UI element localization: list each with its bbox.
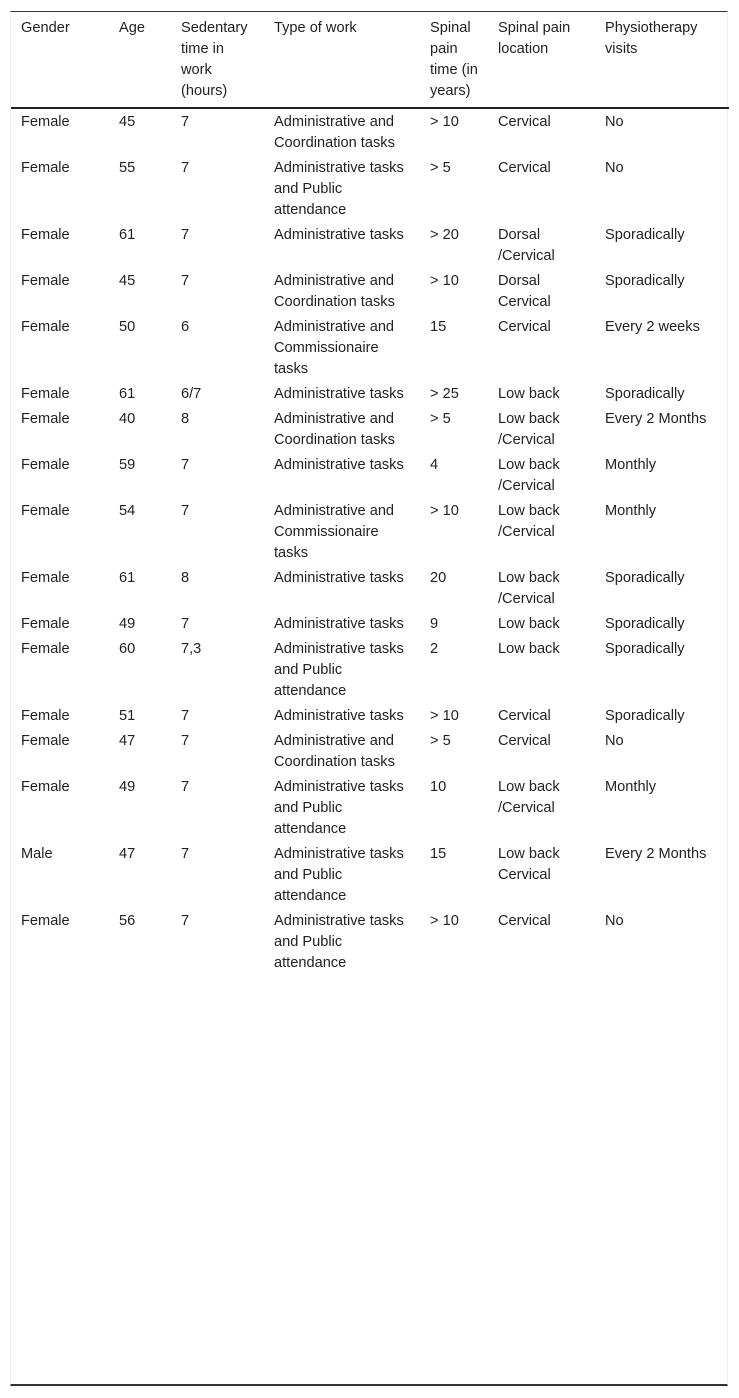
- sedentary-time-cell: 7: [181, 913, 190, 929]
- column-header: Type of work: [274, 20, 357, 36]
- table-row: [11, 223, 729, 269]
- pain-time-cell: > 5: [430, 733, 451, 749]
- type-of-work-cell: Administrative tasks and Public attendance: [274, 779, 404, 837]
- type-of-work-cell: Administrative tasks: [274, 227, 404, 243]
- pain-location-cell: Cervical: [498, 708, 551, 724]
- sedentary-time-cell: 7: [181, 160, 190, 176]
- age-cell: 54: [119, 503, 136, 519]
- pain-time-cell: 4: [430, 457, 439, 473]
- sedentary-time-cell: 6: [181, 319, 190, 335]
- sedentary-time-cell: 6/7: [181, 386, 202, 402]
- type-of-work-cell: Administrative tasks: [274, 570, 404, 586]
- pain-location-cell: Low back /Cervical: [498, 503, 560, 540]
- gender-cell: Female: [21, 319, 70, 335]
- table-row: [11, 315, 729, 382]
- type-of-work-cell: Administrative tasks and Public attendance: [274, 846, 404, 904]
- age-cell: 55: [119, 160, 136, 176]
- pain-location-cell: Dorsal Cervical: [498, 273, 551, 310]
- sedentary-time-cell: 7: [181, 846, 190, 862]
- physio-visits-cell: Every 2 Months: [605, 411, 707, 427]
- age-cell: 50: [119, 319, 136, 335]
- type-of-work-cell: Administrative and Coordination tasks: [274, 273, 395, 310]
- age-cell: 61: [119, 227, 136, 243]
- type-of-work-cell: Administrative tasks: [274, 616, 404, 632]
- pain-location-cell: Cervical: [498, 160, 551, 176]
- type-of-work-cell: Administrative tasks and Public attendance: [274, 641, 404, 699]
- age-cell: 49: [119, 616, 136, 632]
- column-header: Spinal pain location: [498, 20, 571, 57]
- physio-visits-cell: No: [605, 114, 624, 130]
- sedentary-time-cell: 7: [181, 227, 190, 243]
- pain-time-cell: > 5: [430, 160, 451, 176]
- gender-cell: Female: [21, 733, 70, 749]
- pain-time-cell: > 10: [430, 503, 459, 519]
- type-of-work-cell: Administrative and Commissionaire tasks: [274, 319, 395, 377]
- gender-cell: Female: [21, 503, 70, 519]
- physio-visits-cell: Sporadically: [605, 227, 685, 243]
- gender-cell: Female: [21, 227, 70, 243]
- type-of-work-cell: Administrative and Coordination tasks: [274, 411, 395, 448]
- pain-time-cell: > 10: [430, 913, 459, 929]
- gender-cell: Female: [21, 457, 70, 473]
- age-cell: 45: [119, 273, 136, 289]
- age-cell: 49: [119, 779, 136, 795]
- gender-cell: Female: [21, 570, 70, 586]
- sedentary-time-cell: 7,3: [181, 641, 202, 657]
- pain-location-cell: Low back: [498, 641, 560, 657]
- table-row: [11, 775, 729, 842]
- pain-time-cell: 20: [430, 570, 447, 586]
- sedentary-time-cell: 7: [181, 616, 190, 632]
- physio-visits-cell: No: [605, 160, 624, 176]
- pain-time-cell: > 5: [430, 411, 451, 427]
- column-header: Age: [119, 20, 145, 36]
- table-row: [11, 407, 729, 453]
- pain-location-cell: Low back /Cervical: [498, 457, 560, 494]
- pain-location-cell: Cervical: [498, 319, 551, 335]
- pain-time-cell: 10: [430, 779, 447, 795]
- table-row: [11, 108, 729, 156]
- pain-location-cell: Low back /Cervical: [498, 411, 560, 448]
- pain-location-cell: Cervical: [498, 114, 551, 130]
- pain-location-cell: Dorsal /Cervical: [498, 227, 555, 264]
- pain-location-cell: Low back /Cervical: [498, 779, 560, 816]
- physio-visits-cell: Sporadically: [605, 616, 685, 632]
- pain-location-cell: Low back: [498, 386, 560, 402]
- physio-visits-cell: Sporadically: [605, 641, 685, 657]
- type-of-work-cell: Administrative and Coordination tasks: [274, 114, 395, 151]
- pain-time-cell: > 20: [430, 227, 459, 243]
- age-cell: 40: [119, 411, 136, 427]
- table-row: [11, 499, 729, 566]
- pain-time-cell: 2: [430, 641, 439, 657]
- table-row: [11, 612, 729, 637]
- age-cell: 47: [119, 733, 136, 749]
- data-table-container: [10, 11, 728, 1386]
- physio-visits-cell: No: [605, 913, 624, 929]
- physio-visits-cell: Monthly: [605, 457, 657, 473]
- pain-location-cell: Cervical: [498, 913, 551, 929]
- sedentary-time-cell: 7: [181, 457, 190, 473]
- type-of-work-cell: Administrative tasks and Public attendance: [274, 913, 404, 971]
- table-row: [11, 566, 729, 612]
- sedentary-time-cell: 7: [181, 503, 190, 519]
- gender-cell: Female: [21, 641, 70, 657]
- physio-visits-cell: Sporadically: [605, 273, 685, 289]
- sedentary-time-cell: 8: [181, 570, 190, 586]
- physio-visits-cell: No: [605, 733, 624, 749]
- pain-time-cell: 15: [430, 319, 447, 335]
- gender-cell: Female: [21, 616, 70, 632]
- pain-time-cell: 15: [430, 846, 447, 862]
- age-cell: 56: [119, 913, 136, 929]
- data-table: [11, 12, 729, 976]
- table-row: [11, 637, 729, 704]
- type-of-work-cell: Administrative and Commissionaire tasks: [274, 503, 395, 561]
- pain-location-cell: Low back Cervical: [498, 846, 560, 883]
- table-row: [11, 842, 729, 909]
- age-cell: 61: [119, 386, 136, 402]
- column-header: Physiotherapy visits: [605, 20, 698, 57]
- age-cell: 47: [119, 846, 136, 862]
- table-row: [11, 382, 729, 407]
- physio-visits-cell: Every 2 weeks: [605, 319, 700, 335]
- column-header: Spinal pain time (in years): [430, 20, 478, 99]
- age-cell: 60: [119, 641, 136, 657]
- pain-time-cell: > 10: [430, 708, 459, 724]
- table-row: [11, 269, 729, 315]
- gender-cell: Female: [21, 114, 70, 130]
- table-body: [11, 108, 729, 976]
- table-row: [11, 453, 729, 499]
- sedentary-time-cell: 7: [181, 708, 190, 724]
- type-of-work-cell: Administrative tasks: [274, 386, 404, 402]
- age-cell: 51: [119, 708, 136, 724]
- pain-time-cell: > 10: [430, 273, 459, 289]
- gender-cell: Female: [21, 411, 70, 427]
- pain-time-cell: > 10: [430, 114, 459, 130]
- type-of-work-cell: Administrative tasks: [274, 457, 404, 473]
- physio-visits-cell: Sporadically: [605, 708, 685, 724]
- table-row: [11, 909, 729, 976]
- gender-cell: Male: [21, 846, 53, 862]
- physio-visits-cell: Monthly: [605, 779, 657, 795]
- gender-cell: Female: [21, 273, 70, 289]
- column-header: Gender: [21, 20, 70, 36]
- pain-time-cell: > 25: [430, 386, 459, 402]
- type-of-work-cell: Administrative tasks and Public attendance: [274, 160, 404, 218]
- gender-cell: Female: [21, 708, 70, 724]
- sedentary-time-cell: 7: [181, 733, 190, 749]
- age-cell: 61: [119, 570, 136, 586]
- pain-location-cell: Cervical: [498, 733, 551, 749]
- table-row: [11, 156, 729, 223]
- table-row: [11, 729, 729, 775]
- table-header-row: [11, 12, 729, 108]
- table-row: [11, 704, 729, 729]
- physio-visits-cell: Every 2 Months: [605, 846, 707, 862]
- pain-time-cell: 9: [430, 616, 439, 632]
- sedentary-time-cell: 8: [181, 411, 190, 427]
- gender-cell: Female: [21, 913, 70, 929]
- physio-visits-cell: Monthly: [605, 503, 657, 519]
- gender-cell: Female: [21, 160, 70, 176]
- sedentary-time-cell: 7: [181, 779, 190, 795]
- age-cell: 59: [119, 457, 136, 473]
- physio-visits-cell: Sporadically: [605, 386, 685, 402]
- physio-visits-cell: Sporadically: [605, 570, 685, 586]
- pain-location-cell: Low back: [498, 616, 560, 632]
- gender-cell: Female: [21, 386, 70, 402]
- type-of-work-cell: Administrative tasks: [274, 708, 404, 724]
- gender-cell: Female: [21, 779, 70, 795]
- pain-location-cell: Low back /Cervical: [498, 570, 560, 607]
- type-of-work-cell: Administrative and Coordination tasks: [274, 733, 395, 770]
- sedentary-time-cell: 7: [181, 114, 190, 130]
- sedentary-time-cell: 7: [181, 273, 190, 289]
- column-header: Sedentary time in work (hours): [181, 20, 248, 99]
- age-cell: 45: [119, 114, 136, 130]
